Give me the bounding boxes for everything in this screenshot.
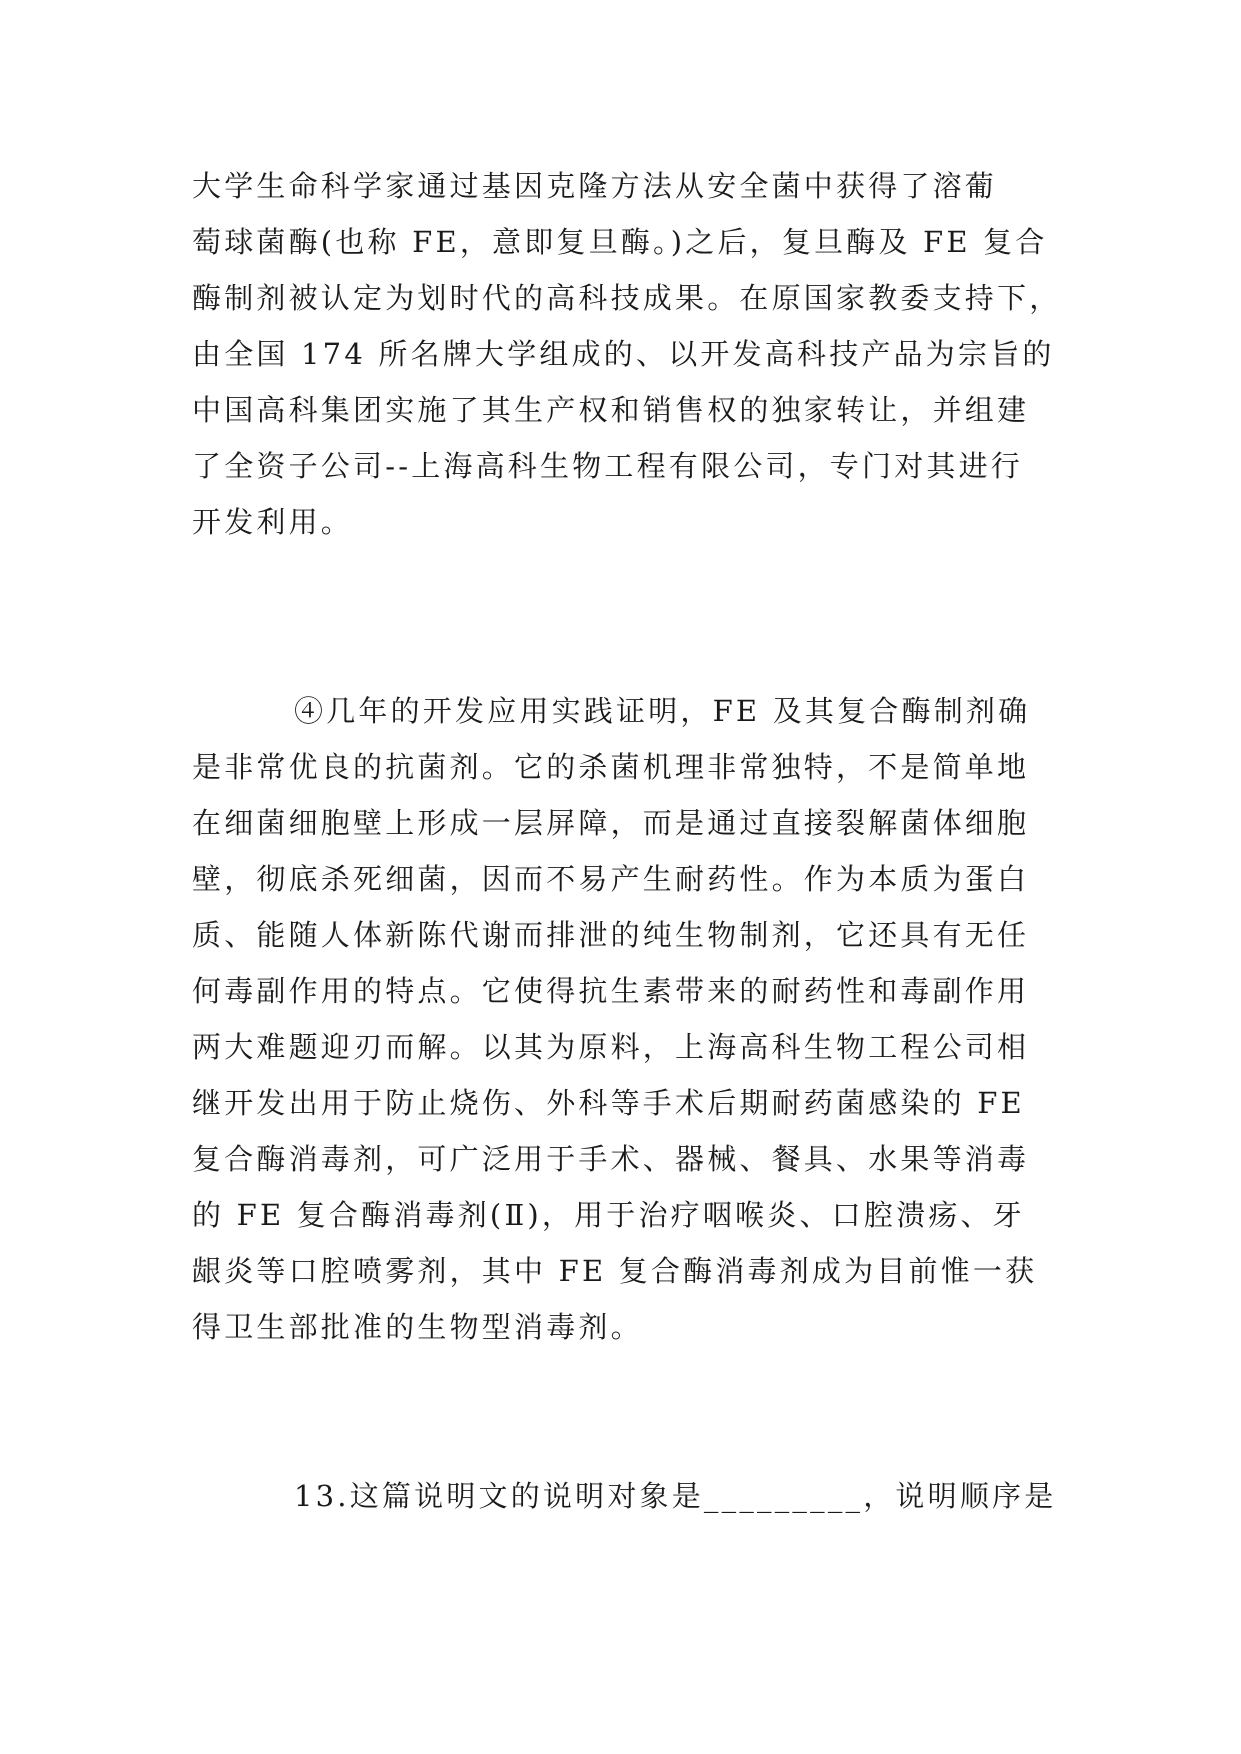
text-line: 何毒副作用的特点。它使得抗生素带来的耐药性和毒副作用: [192, 974, 1030, 1008]
text-line: ④几年的开发应用实践证明，FE 及其复合酶制剂确: [294, 694, 1031, 728]
text-line: 得卫生部批准的生物型消毒剂。: [192, 1310, 643, 1344]
text-line: 中国高科集团实施了其生产权和销售权的独家转让，并组建: [192, 393, 1030, 427]
text-line: 由全国 174 所名牌大学组成的、以开发高科技产品为宗旨的: [192, 337, 1055, 371]
text-line: 继开发出用于防止烧伤、外科等手术后期耐药菌感染的 FE: [192, 1086, 1025, 1120]
paragraph-continuation: [192, 158, 1062, 550]
text-line: 是非常优良的抗菌剂。它的杀菌机理非常独特，不是简单地: [192, 750, 1030, 784]
text-line: 在细菌细胞壁上形成一层屏障，而是通过直接裂解菌体细胞: [192, 806, 1030, 840]
paragraph-4: [192, 683, 1052, 1355]
question-13: [192, 1468, 1057, 1524]
text-line: 壁，彻底杀死细菌，因而不易产生耐药性。作为本质为蛋白: [192, 862, 1030, 896]
text-line: 的 FE 复合酶消毒剂(Ⅱ)，用于治疗咽喉炎、口腔溃疡、牙: [192, 1198, 1025, 1232]
text-line: 两大难题迎刃而解。以其为原料，上海高科生物工程公司相: [192, 1030, 1030, 1064]
text-line: 萄球菌酶(也称 FE，意即复旦酶。)之后，复旦酶及 FE 复合: [192, 225, 1048, 259]
text-line: 龈炎等口腔喷雾剂，其中 FE 复合酶消毒剂成为目前惟一获: [192, 1254, 1038, 1288]
text-line: 大学生命科学家通过基因克隆方法从安全菌中获得了溶葡: [192, 169, 998, 203]
text-line: 了全资子公司--上海高科生物工程有限公司，专门对其进行: [192, 449, 1023, 483]
question-line: 13.这篇说明文的说明对象是_________，说明顺序是: [294, 1479, 1057, 1513]
text-line: 开发利用。: [192, 505, 354, 539]
text-line: 质、能随人体新陈代谢而排泄的纯生物制剂，它还具有无任: [192, 918, 1030, 952]
text-line: 复合酶消毒剂，可广泛用于手术、器械、餐具、水果等消毒: [192, 1142, 1030, 1176]
text-line: 酶制剂被认定为划时代的高科技成果。在原国家教委支持下，: [192, 281, 1062, 315]
